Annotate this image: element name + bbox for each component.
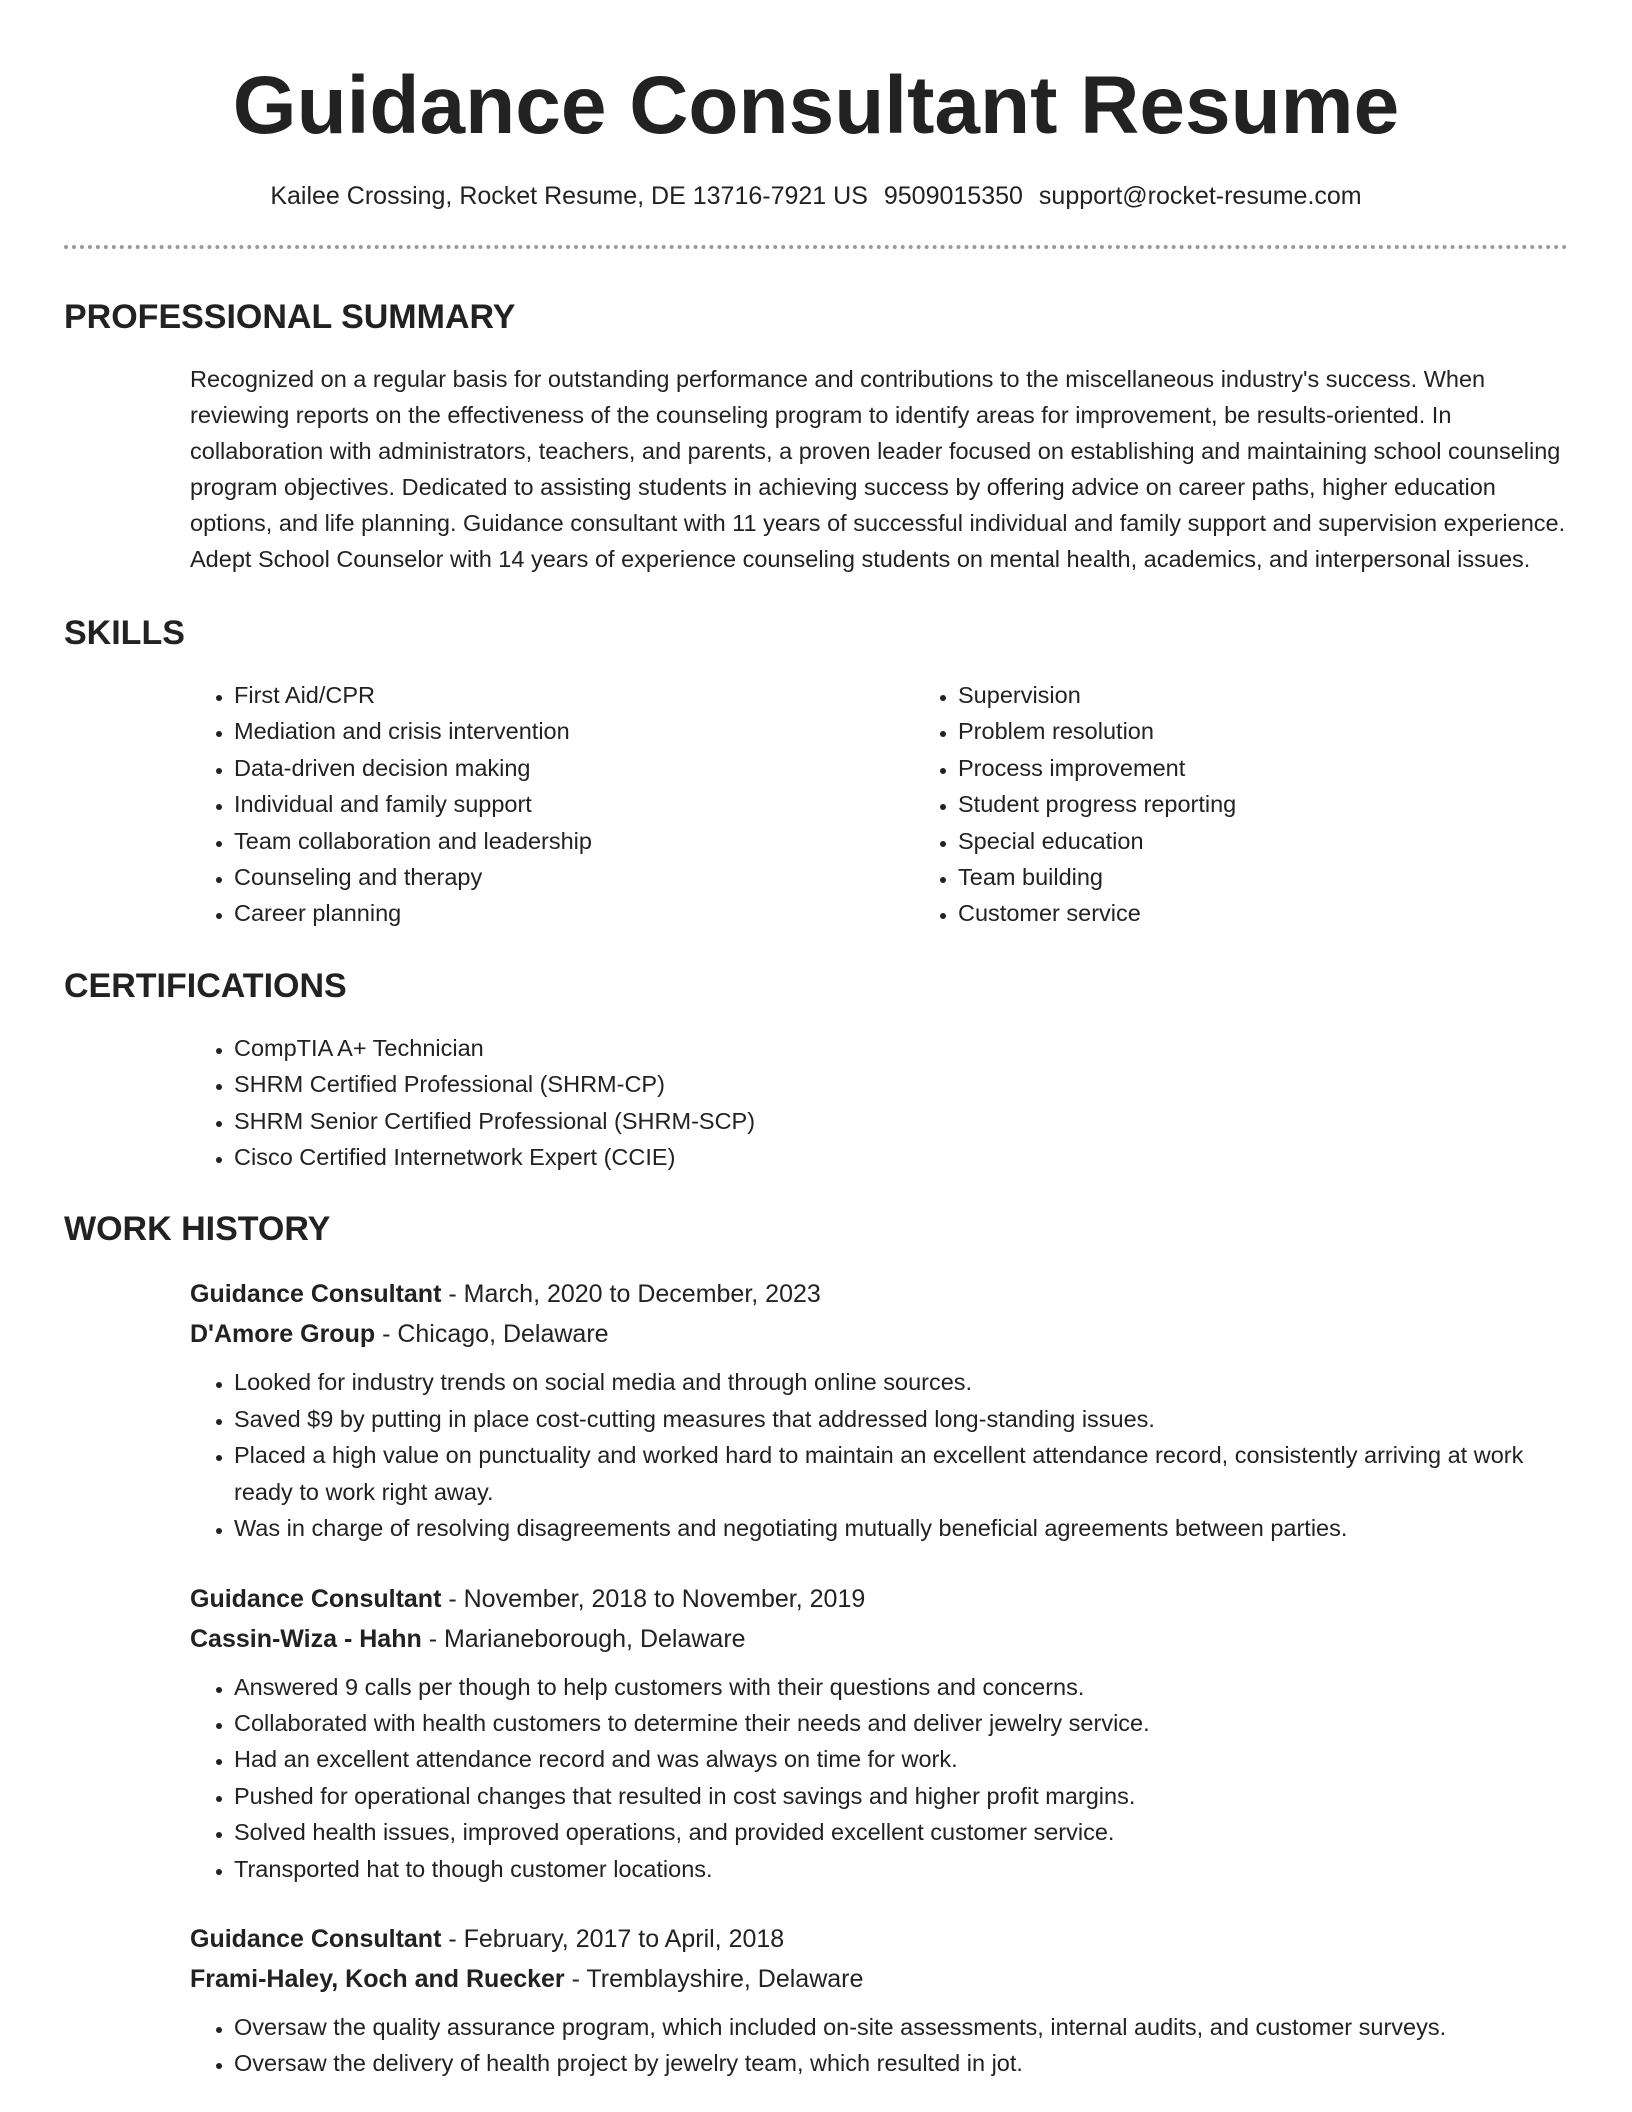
job-duty: • Placed a high value on punctuality and worked hard to maintain an excellent attendance record, consistently arriving at work ready to work right away. [234,1437,1568,1510]
job-entry [190,1579,1568,1887]
job-title-line [190,1579,1568,1619]
summary-text: Recognized on a regular basis for outstanding performance and contributions to the miscellaneous industry's success. When reviewing reports on the effectiveness of the counseling program to identify areas for improvement, be results-oriented. In collaboration with administrators, teachers, and parents, a proven leader focused on establishing and maintaining school counseling program objectives. Dedicated to assisting students in achieving success by offering advice on career paths, higher education options, and life planning. Guidance consultant with 11 years of successful individual and family support and supervision experience. Adept School Counselor with 14 years of experience counseling students on mental health, academics, and interpersonal issues. [190,366,1566,572]
job-duty: • Looked for industry trends on social media and through online sources. [234,1364,1568,1400]
skill-item: • Career planning [234,895,914,931]
job-title: Guidance Consultant [190,1924,442,1953]
skill-item: • First Aid/CPR [234,677,914,713]
skill-item: • Mediation and crisis intervention [234,713,914,749]
certification-item: • Cisco Certified Internetwork Expert (CCIE) [234,1139,1568,1175]
job-duty: • Had an excellent attendance record and was always on time for work. [234,1741,1568,1777]
job-duties-list [190,1669,1568,1887]
skill-item: • Process improvement [958,750,1236,786]
skills-list-right [914,677,1236,932]
skill-item: • Counseling and therapy [234,859,914,895]
skill-item: • Supervision [958,677,1236,713]
job-company-line [190,1619,1568,1659]
certification-item: • SHRM Senior Certified Professional (SHRM-SCP) [234,1103,1568,1139]
job-dates: - November, 2018 to November, 2019 [441,1584,866,1613]
skill-item: • Problem resolution [958,713,1236,749]
job-title-line [190,1274,1568,1314]
job-location: - Marianeborough, Delaware [421,1624,746,1653]
job-duty: • Collaborated with health customers to determine their needs and deliver jewelry service. [234,1705,1568,1741]
job-duty: • Transported hat to though customer locations. [234,1851,1568,1887]
skill-item: • Team collaboration and leadership [234,823,914,859]
job-company: Frami-Haley, Koch and Ruecker [190,1964,565,1993]
certifications-heading: CERTIFICATIONS [64,966,347,1005]
skills-columns [190,677,1568,932]
job-entry [190,1919,1568,2082]
skill-item: • Individual and family support [234,786,914,822]
skills-heading: SKILLS [64,614,185,652]
job-duty: • Oversaw the quality assurance program, which included on-site assessments, internal audits, and customer surveys. [234,2009,1568,2045]
job-company-line [190,1959,1568,1999]
job-dates: - February, 2017 to April, 2018 [441,1924,785,1953]
resume-title: Guidance Consultant Resume [232,60,1400,151]
job-duty: • Pushed for operational changes that resulted in cost savings and higher profit margins. [234,1778,1568,1814]
skill-item: • Special education [958,823,1236,859]
skills-list-left [190,677,914,932]
certifications-list [190,1030,1568,1176]
job-duty: • Answered 9 calls per though to help customers with their questions and concerns. [234,1669,1568,1705]
job-duty: • Was in charge of resolving disagreements and negotiating mutually beneficial agreements between parties. [234,1510,1568,1546]
contact-email: support@rocket-resume.com [1038,182,1362,210]
certification-item: • SHRM Certified Professional (SHRM-CP) [234,1066,1568,1102]
skill-item: • Team building [958,859,1236,895]
job-duty: • Solved health issues, improved operations, and provided excellent customer service. [234,1814,1568,1850]
job-duties-list [190,1364,1568,1546]
job-duty: • Saved $9 by putting in place cost-cutting measures that addressed long-standing issues. [234,1401,1568,1437]
job-company: Cassin-Wiza - Hahn [190,1624,422,1653]
job-duties-list [190,2009,1568,2082]
contact-phone: 9509015350 [883,182,1023,210]
job-entry [190,1274,1568,1546]
certification-item: • CompTIA A+ Technician [234,1030,1568,1066]
skill-item: • Student progress reporting [958,786,1236,822]
job-company: D'Amore Group [190,1320,376,1349]
job-location: - Tremblayshire, Delaware [564,1964,864,1993]
job-title: Guidance Consultant [190,1584,442,1613]
dotted-divider [64,245,1568,249]
job-title-line [190,1919,1568,1959]
job-dates: - March, 2020 to December, 2023 [441,1280,821,1309]
job-location: - Chicago, Delaware [375,1320,609,1349]
job-duty: • Oversaw the delivery of health project by jewelry team, which resulted in jot. [234,2045,1568,2081]
summary-heading: PROFESSIONAL SUMMARY [64,298,516,336]
skill-item: • Customer service [958,895,1236,931]
job-company-line [190,1314,1568,1354]
job-title: Guidance Consultant [190,1280,442,1309]
contact-address: Kailee Crossing, Rocket Resume, DE 13716-7921 US [270,182,868,210]
contact-line [64,180,1568,212]
work-history-heading: WORK HISTORY [64,1210,331,1249]
skill-item: • Data-driven decision making [234,750,914,786]
